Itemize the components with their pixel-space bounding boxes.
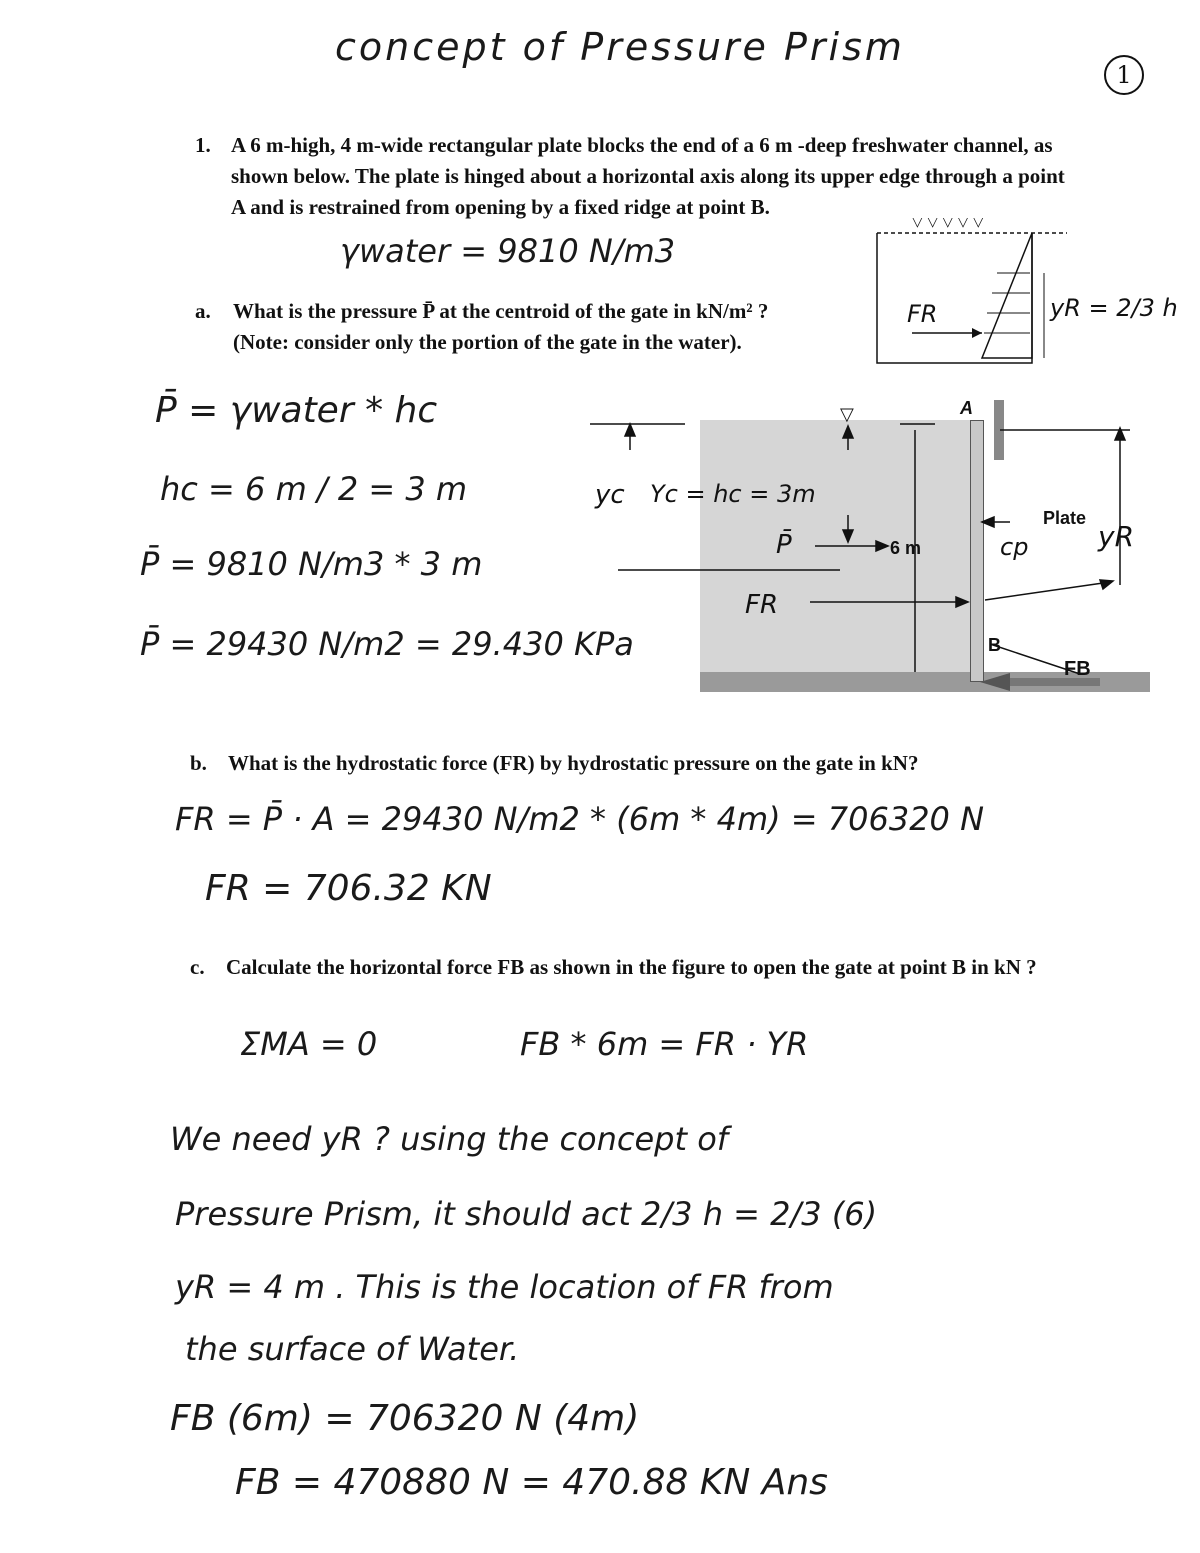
- work-c-line-5: yR = 4 m . This is the location of FR from: [175, 1268, 834, 1306]
- question-c: [190, 952, 1090, 983]
- page-title: concept of Pressure Prism: [335, 25, 905, 69]
- label-yc: yc: [595, 480, 625, 510]
- svg-text:▽ ▽ ▽ ▽ ▽: ▽ ▽ ▽ ▽ ▽: [912, 218, 984, 230]
- work-a-line-2: hc = 6 m / 2 = 3 m: [160, 470, 468, 508]
- label-fr: FR: [745, 590, 779, 620]
- work-a-line-4: P̄ = 29430 N/m2 = 29.430 KPa: [140, 625, 634, 663]
- question-b: [190, 748, 1090, 779]
- label-a: A: [960, 398, 973, 418]
- work-c-line-4: Pressure Prism, it should act 2/3 h = 2/3 (6): [175, 1195, 878, 1233]
- question-b-label: b.: [190, 751, 207, 775]
- work-c-line-8: FB = 470880 N = 470.88 KN Ans: [235, 1462, 828, 1503]
- question-b-text: What is the hydrostatic force (FR) by hydrostatic pressure on the gate in kN?: [228, 751, 919, 775]
- label-yr: yR: [1098, 520, 1135, 553]
- problem-text: A 6 m-high, 4 m-wide rectangular plate blocks the end of a 6 m -deep freshwater channel, as shown below. The plate is hinged about a horizontal axis along its upper edge through a point A and is restrained from opening by a fixed ridge at point B.: [231, 133, 1065, 219]
- work-c-line-1: ΣMA = 0: [240, 1025, 378, 1063]
- svg-text:▽: ▽: [840, 404, 854, 425]
- question-a-label: a.: [195, 299, 211, 323]
- gamma-water-note: γwater = 9810 N/m3: [340, 232, 676, 270]
- work-c-line-2: FB * 6m = FR · YR: [520, 1025, 809, 1063]
- work-a-line-1: P̄ = γwater * hc: [155, 390, 438, 431]
- gate-diagram: [590, 390, 1150, 710]
- work-a-line-3: P̄ = 9810 N/m3 * 3 m: [140, 545, 483, 583]
- label-yc-hc: Yc = hc = 3m: [650, 480, 816, 508]
- page-number: 1: [1104, 55, 1144, 95]
- problem-statement: [195, 130, 1075, 223]
- sketch-fr-label: FR: [907, 300, 938, 328]
- label-6m: 6 m: [890, 538, 922, 558]
- question-a: [195, 296, 795, 358]
- pressure-prism-sketch-svg: [872, 218, 1172, 368]
- question-a-text: What is the pressure P̄ at the centroid of the gate in kN/m² ? (Note: consider only the portion of the gate in the water).: [233, 299, 769, 354]
- problem-number: 1.: [195, 133, 211, 157]
- pressure-prism-sketch: [872, 218, 1178, 368]
- label-cp: cp: [1000, 533, 1029, 561]
- sketch-yr-label: yR = 2/3 h: [1050, 294, 1178, 322]
- label-plate: Plate: [1043, 508, 1087, 528]
- label-fb: FB: [1064, 658, 1091, 680]
- question-c-text: Calculate the horizontal force FB as shown in the figure to open the gate at point B in kN ?: [226, 955, 1037, 979]
- work-b-line-1: FR = P̄ · A = 29430 N/m2 * (6m * 4m) = 706320 N: [175, 800, 985, 838]
- label-p-bar: P̄: [776, 530, 792, 560]
- work-c-line-6: the surface of Water.: [185, 1330, 520, 1368]
- label-b: B: [988, 635, 1001, 655]
- work-c-line-3: We need yR ? using the concept of: [170, 1120, 729, 1158]
- work-b-line-2: FR = 706.32 KN: [205, 868, 492, 909]
- work-c-line-7: FB (6m) = 706320 N (4m): [170, 1398, 640, 1439]
- question-c-label: c.: [190, 955, 205, 979]
